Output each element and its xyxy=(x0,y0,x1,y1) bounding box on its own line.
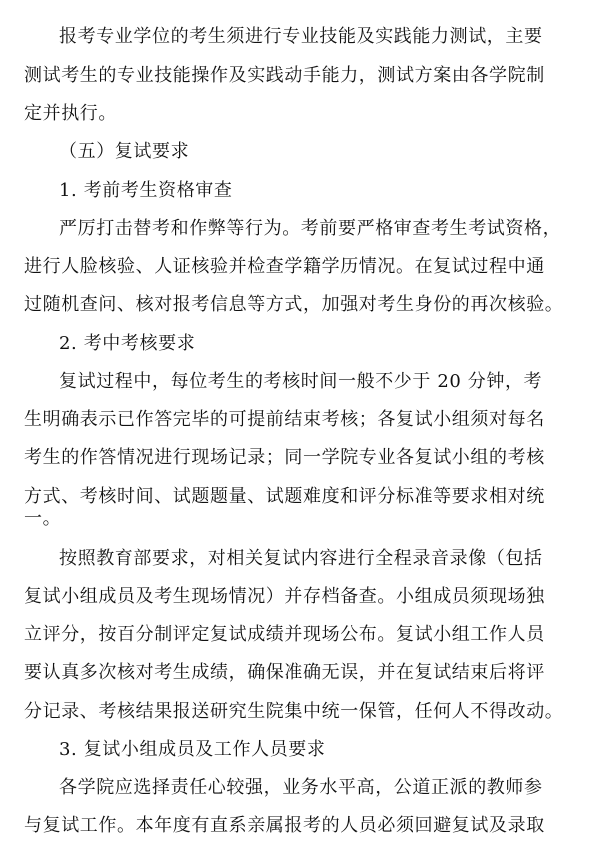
paragraph-line: 定并执行。 xyxy=(24,103,117,124)
paragraph-line: 与复试工作。本年度有直系亲属报考的人员必须回避复试及录取 xyxy=(24,815,545,836)
paragraph-line: 严厉打击替考和作弊等行为。考前要严格审查考生考试资格， xyxy=(59,218,562,239)
paragraph-line: 过随机查问、核对报考信息等方式，加强对考生身份的再次核验。 xyxy=(24,294,564,315)
paragraph-line: 复试小组成员及考生现场情况）并存档备查。小组成员须现场独 xyxy=(24,586,545,607)
paragraph-line: 生明确表示已作答完毕的可提前结束考核；各复试小组须对每名 xyxy=(24,409,545,430)
paragraph-line: 进行人脸核验、人证核验并检查学籍学历情况。在复试过程中通 xyxy=(24,256,545,277)
paragraph-line: 报考专业学位的考生须进行专业技能及实践能力测试，主要 xyxy=(59,26,543,47)
subsection-heading: 3. 复试小组成员及工作人员要求 xyxy=(59,739,326,760)
paragraph-line: 分记录、考核结果报送研究生院集中统一保管，任何人不得改动。 xyxy=(24,701,564,722)
subsection-heading: 2. 考中考核要求 xyxy=(59,333,196,354)
paragraph-line: 要认真多次核对考生成绩，确保准确无误，并在复试结束后将评 xyxy=(24,662,545,683)
paragraph-line: 方式、考核时间、试题题量、试题难度和评分标准等要求相对统 xyxy=(24,486,545,507)
section-heading: （五）复试要求 xyxy=(59,141,190,162)
paragraph-line: 测试考生的专业技能操作及实践动手能力，测试方案由各学院制 xyxy=(24,65,545,86)
paragraph-line: 考生的作答情况进行现场记录；同一学院专业各复试小组的考核 xyxy=(24,447,545,468)
paragraph-line: 立评分，按百分制评定复试成绩并现场公布。复试小组工作人员 xyxy=(24,624,545,645)
paragraph-line: 一。 xyxy=(24,508,62,529)
subsection-heading: 1. 考前考生资格审查 xyxy=(59,180,233,201)
paragraph-line: 各学院应选择责任心较强，业务水平高，公道正派的教师参 xyxy=(59,777,543,798)
paragraph-line: 按照教育部要求，对相关复试内容进行全程录音录像（包括 xyxy=(59,548,543,569)
paragraph-line: 复试过程中，每位考生的考核时间一般不少于 20 分钟，考 xyxy=(59,371,543,392)
